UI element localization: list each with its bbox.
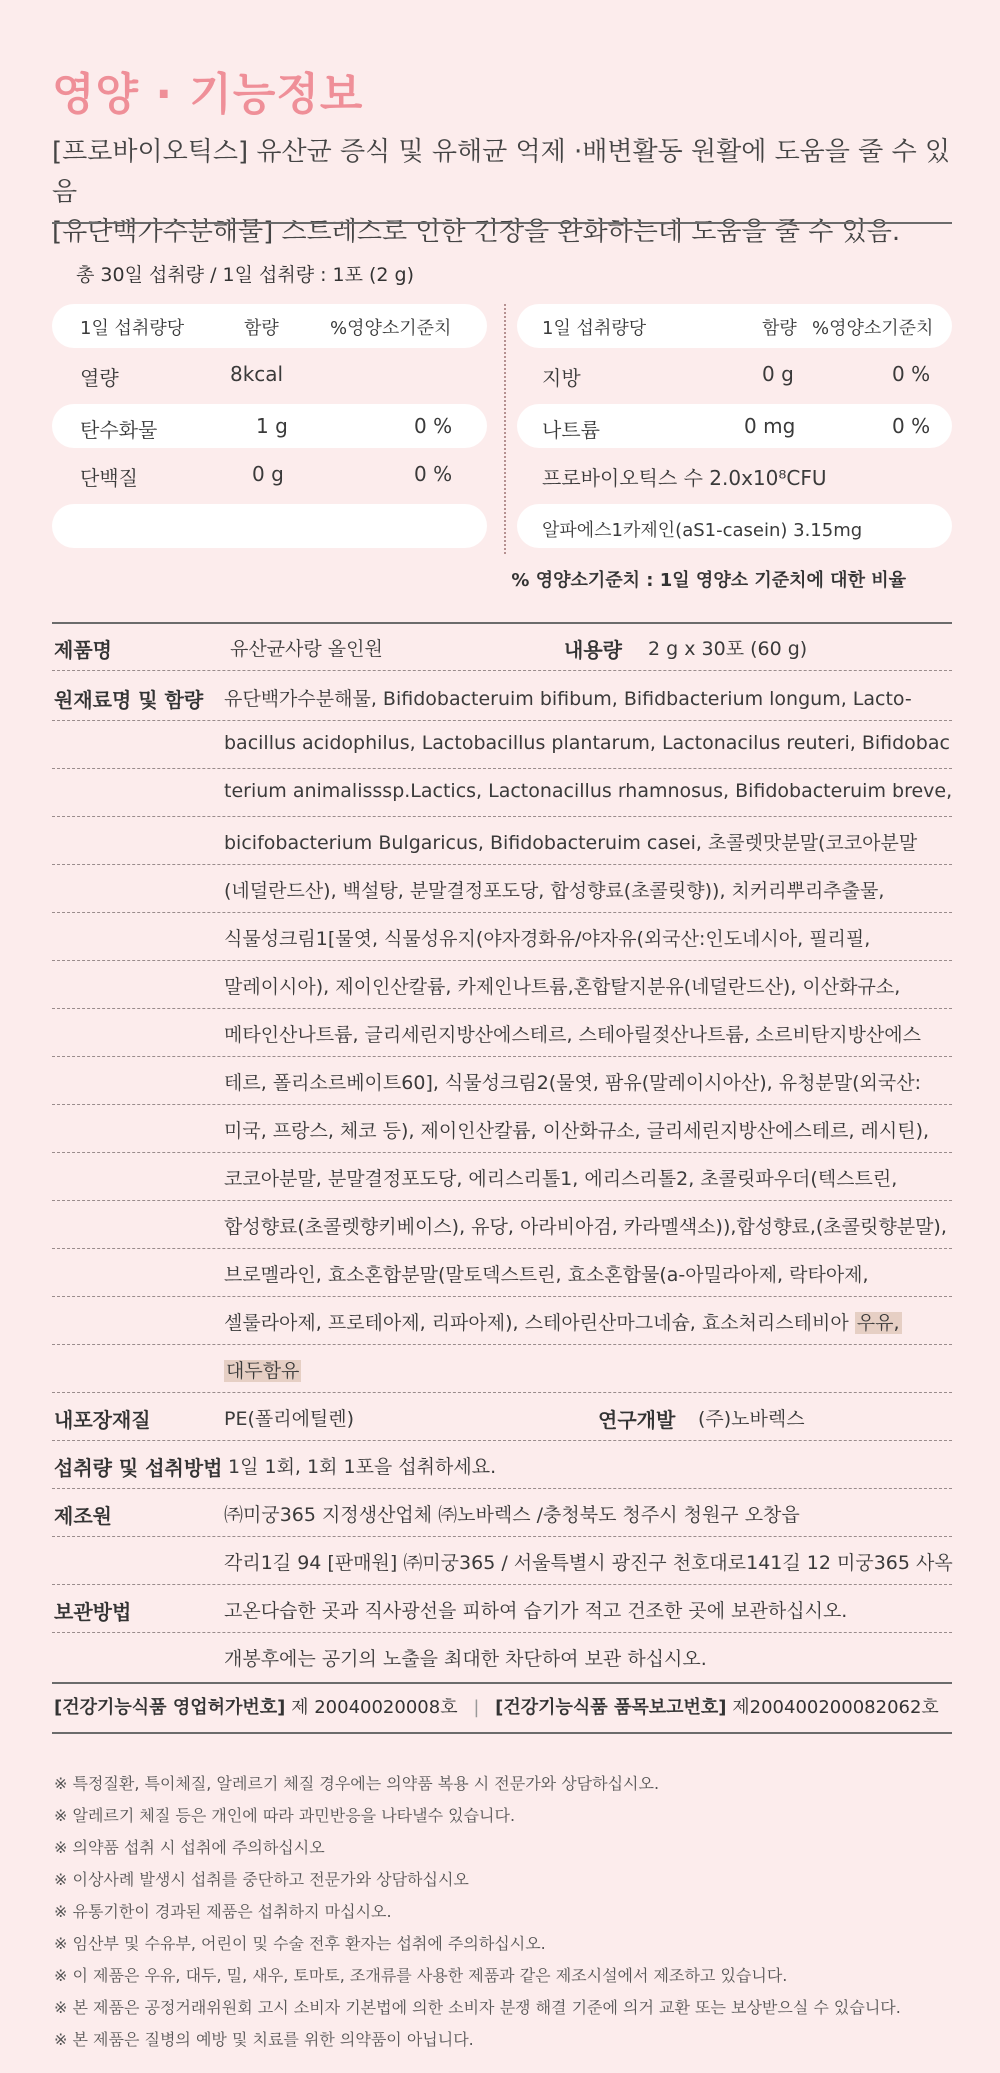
volume-label: 내용량 bbox=[564, 638, 622, 662]
nutrient-daily-value: 0 % bbox=[414, 462, 453, 486]
row-divider bbox=[52, 864, 952, 865]
page-title: 영양 · 기능정보 bbox=[52, 69, 364, 120]
caution-note: ※ 알레르기 체질 등은 개인에 따라 과민반응을 나타낼수 있습니다. bbox=[54, 1806, 516, 1825]
ingredients-line: 합성향료(초콜렛향키베이스), 유당, 아라비아검, 카라멜색소)),합성향료,(초콜릿향분말), bbox=[224, 1216, 947, 1238]
caution-note: ※ 이상사례 발생시 섭취를 중단하고 전문가와 상담하십시오 bbox=[54, 1870, 469, 1889]
col-header-per-serving: 1일 섭취량당 bbox=[80, 318, 185, 339]
manufacturer-value: 각리1길 94 [판매원] ㈜미궁365 / 서울특별시 광진구 천호대로141길 12 미궁365 사옥 bbox=[224, 1552, 953, 1574]
manufacturer-label: 제조원 bbox=[54, 1504, 112, 1528]
serving-size: 총 30일 섭취량 / 1일 섭취량 : 1포 (2 g) bbox=[76, 264, 415, 286]
row-divider bbox=[52, 1488, 952, 1489]
nutrient-daily-value: 0 % bbox=[414, 414, 453, 438]
nutrient-name: 단백질 bbox=[80, 466, 138, 490]
business-license-number: 제 20040020008호 bbox=[291, 1697, 458, 1718]
row-divider bbox=[52, 768, 952, 769]
allergen-highlight: 우유, bbox=[856, 1312, 900, 1334]
ingredients-line bbox=[224, 1356, 301, 1383]
ingredients-line: 유단백가수분해물, Bifidobacteruim bifibum, Bifidbacterium longum, Lacto- bbox=[224, 688, 912, 710]
caution-note: ※ 이 제품은 우유, 대두, 밀, 새우, 토마토, 조개류를 사용한 제품과 같은 제조시설에서 제조하고 있습니다. bbox=[54, 1966, 788, 1985]
ingredients-line: bicifobacterium Bulgaricus, Bifidobacteruim casei, 초콜렛맛분말(코코아분말 bbox=[224, 832, 918, 854]
row-divider bbox=[52, 1056, 952, 1057]
row-divider bbox=[52, 1536, 952, 1537]
volume-value: 2 g x 30포 (60 g) bbox=[648, 638, 808, 660]
product-report-number: 제200400200082062호 bbox=[732, 1697, 939, 1718]
nutrient-daily-value: 0 % bbox=[892, 362, 931, 386]
row-divider bbox=[52, 1344, 952, 1345]
row-divider bbox=[52, 1440, 952, 1441]
caution-note: ※ 특정질환, 특이체질, 알레르기 체질 경우에는 의약품 복용 시 전문가와 상담하십시오. bbox=[54, 1774, 660, 1793]
column-divider bbox=[504, 304, 506, 554]
caution-note: ※ 의약품 섭취 시 섭취에 주의하십시오 bbox=[54, 1838, 325, 1857]
probiotics-count: 프로바이오틱스 수 2.0x10⁸CFU bbox=[542, 466, 827, 490]
nutrient-amount: 1 g bbox=[256, 414, 288, 438]
ingredients-line: (네덜란드산), 백설탕, 분말결정포도당, 합성향료(초콜릿향)), 치커리뿌리추출물, bbox=[224, 880, 885, 902]
product-name-label: 제품명 bbox=[54, 638, 112, 662]
row-divider bbox=[52, 720, 952, 721]
row-divider bbox=[52, 1200, 952, 1201]
row-divider bbox=[52, 1296, 952, 1297]
nutrient-amount: 0 mg bbox=[744, 414, 796, 438]
ingredients-line: 말레이시아), 제이인산칼륨, 카제인나트륨,혼합탈지분유(네덜란드산), 이산화규소, bbox=[224, 976, 901, 998]
divider bbox=[52, 622, 952, 624]
row-divider bbox=[52, 1584, 952, 1585]
claim-probiotics: [프로바이오틱스] 유산균 증식 및 유해균 억제 ·배변활동 원활에 도움을 줄 수 있음 bbox=[52, 137, 951, 207]
row-divider bbox=[52, 912, 952, 913]
row-divider bbox=[52, 1392, 952, 1393]
caution-note: ※ 본 제품은 공정거래위원회 고시 소비자 기본법에 의한 소비자 분쟁 해결 기준에 의거 교환 또는 보상받으실 수 있습니다. bbox=[54, 1998, 901, 2017]
daily-value-note: % 영양소기준치 : 1일 영양소 기준치에 대한 비율 bbox=[511, 570, 906, 591]
row-divider bbox=[52, 1632, 952, 1633]
divider bbox=[52, 1732, 952, 1734]
intake-value: 1일 1회, 1회 1포을 섭취하세요. bbox=[228, 1456, 497, 1478]
ingredients-line: 테르, 폴리소르베이트60], 식물성크림2(물엿, 팜유(말레이시아산), 유청분말(외국산: bbox=[224, 1072, 922, 1094]
col-header-amount: 함량 bbox=[244, 318, 279, 339]
row-divider bbox=[52, 960, 952, 961]
license-numbers bbox=[54, 1693, 939, 1719]
col-header-daily-value: %영양소기준치 bbox=[812, 318, 934, 339]
col-header-amount: 함량 bbox=[762, 318, 797, 339]
license-separator: | bbox=[473, 1697, 480, 1718]
ingredients-line: 코코아분말, 분말결정포도당, 에리스리톨1, 에리스리톨2, 초콜릿파우더(텍스트린, bbox=[224, 1168, 898, 1190]
ingredients-line: 식물성크림1[물엿, 식물성유지(야자경화유/야자유(외국산:인도네시아, 필리필, bbox=[224, 928, 871, 950]
storage-value: 고온다습한 곳과 직사광선을 피하여 습기가 적고 건조한 곳에 보관하십시오. bbox=[224, 1600, 848, 1622]
storage-value: 개봉후에는 공기의 노출을 최대한 차단하여 보관 하십시오. bbox=[224, 1648, 707, 1670]
nutrient-daily-value: 0 % bbox=[892, 414, 931, 438]
nutrient-amount: 0 g bbox=[252, 462, 284, 486]
nutrient-name: 지방 bbox=[542, 366, 581, 390]
divider bbox=[52, 1682, 952, 1684]
nutrient-amount: 8kcal bbox=[230, 362, 284, 386]
storage-label: 보관방법 bbox=[54, 1600, 132, 1624]
business-license-label: [건강기능식품 영업허가번호] bbox=[54, 1697, 286, 1718]
caution-note: ※ 임산부 및 수유부, 어린이 및 수술 전후 환자는 섭취에 주의하십시오. bbox=[54, 1934, 546, 1953]
product-name: 유산균사랑 올인원 bbox=[230, 638, 383, 660]
casein-amount: 알파에스1카제인(aS1-casein) 3.15mg bbox=[542, 520, 863, 541]
row-divider bbox=[52, 1248, 952, 1249]
ingredients-line: bacillus acidophilus, Lactobacillus plantarum, Lactonacilus reuteri, Bifidobac bbox=[224, 732, 950, 754]
row-divider bbox=[52, 1104, 952, 1105]
caution-note: ※ 본 제품은 질병의 예방 및 치료를 위한 의약품이 아닙니다. bbox=[54, 2030, 474, 2049]
intake-label: 섭취량 및 섭취방법 bbox=[54, 1456, 223, 1480]
functional-claims bbox=[52, 132, 952, 252]
product-report-label: [건강기능식품 품목보고번호] bbox=[495, 1697, 727, 1718]
nutrient-amount: 0 g bbox=[762, 362, 794, 386]
row-divider bbox=[52, 1008, 952, 1009]
col-header-daily-value: %영양소기준치 bbox=[330, 318, 452, 339]
rnd-value: (주)노바렉스 bbox=[698, 1408, 805, 1430]
ingredients-line: 미국, 프랑스, 체코 등), 제이인산칼륨, 이산화규소, 글리세린지방산에스테르, 레시틴), bbox=[224, 1120, 930, 1142]
ingredients-line: 메타인산나트륨, 글리세린지방산에스테르, 스테아릴젖산나트륨, 소르비탄지방산에스 bbox=[224, 1024, 921, 1046]
nutrition-row-bg bbox=[52, 504, 487, 548]
ingredients-line bbox=[224, 1308, 902, 1335]
divider bbox=[52, 222, 952, 224]
packaging-value: PE(폴리에틸렌) bbox=[224, 1408, 355, 1430]
ingredients-line-text: 셀룰라아제, 프로테아제, 리파아제), 스테아린산마그네슘, 효소처리스테비아 bbox=[224, 1312, 855, 1334]
manufacturer-value: ㈜미궁365 지정생산업체 ㈜노바렉스 /충청북도 청주시 청원구 오창읍 bbox=[224, 1504, 800, 1526]
nutrient-name: 열량 bbox=[80, 366, 119, 390]
ingredients-label: 원재료명 및 함량 bbox=[54, 688, 204, 712]
caution-notes bbox=[54, 1768, 901, 2056]
ingredients-line: terium animalisssp.Lactics, Lactonacillus rhamnosus, Bifidobacteruim breve, bbox=[224, 780, 953, 802]
caution-note: ※ 유통기한이 경과된 제품은 섭취하지 마십시오. bbox=[54, 1902, 392, 1921]
row-divider bbox=[52, 816, 952, 817]
packaging-label: 내포장재질 bbox=[54, 1408, 151, 1432]
rnd-label: 연구개발 bbox=[598, 1408, 676, 1432]
col-header-per-serving: 1일 섭취량당 bbox=[542, 318, 647, 339]
nutrient-name: 탄수화물 bbox=[80, 418, 158, 442]
row-divider bbox=[52, 670, 952, 671]
ingredients-line: 브로멜라인, 효소혼합분말(말토덱스트린, 효소혼합물(a-아밀라아제, 락타아제, bbox=[224, 1264, 869, 1286]
row-divider bbox=[52, 1152, 952, 1153]
allergen-highlight: 대두함유 bbox=[226, 1360, 300, 1382]
nutrient-name: 나트륨 bbox=[542, 418, 600, 442]
claim-milk-protein: [유단백가수분해물] 스트레스로 인한 긴장을 완화하는데 도움을 줄 수 있음. bbox=[52, 217, 901, 247]
